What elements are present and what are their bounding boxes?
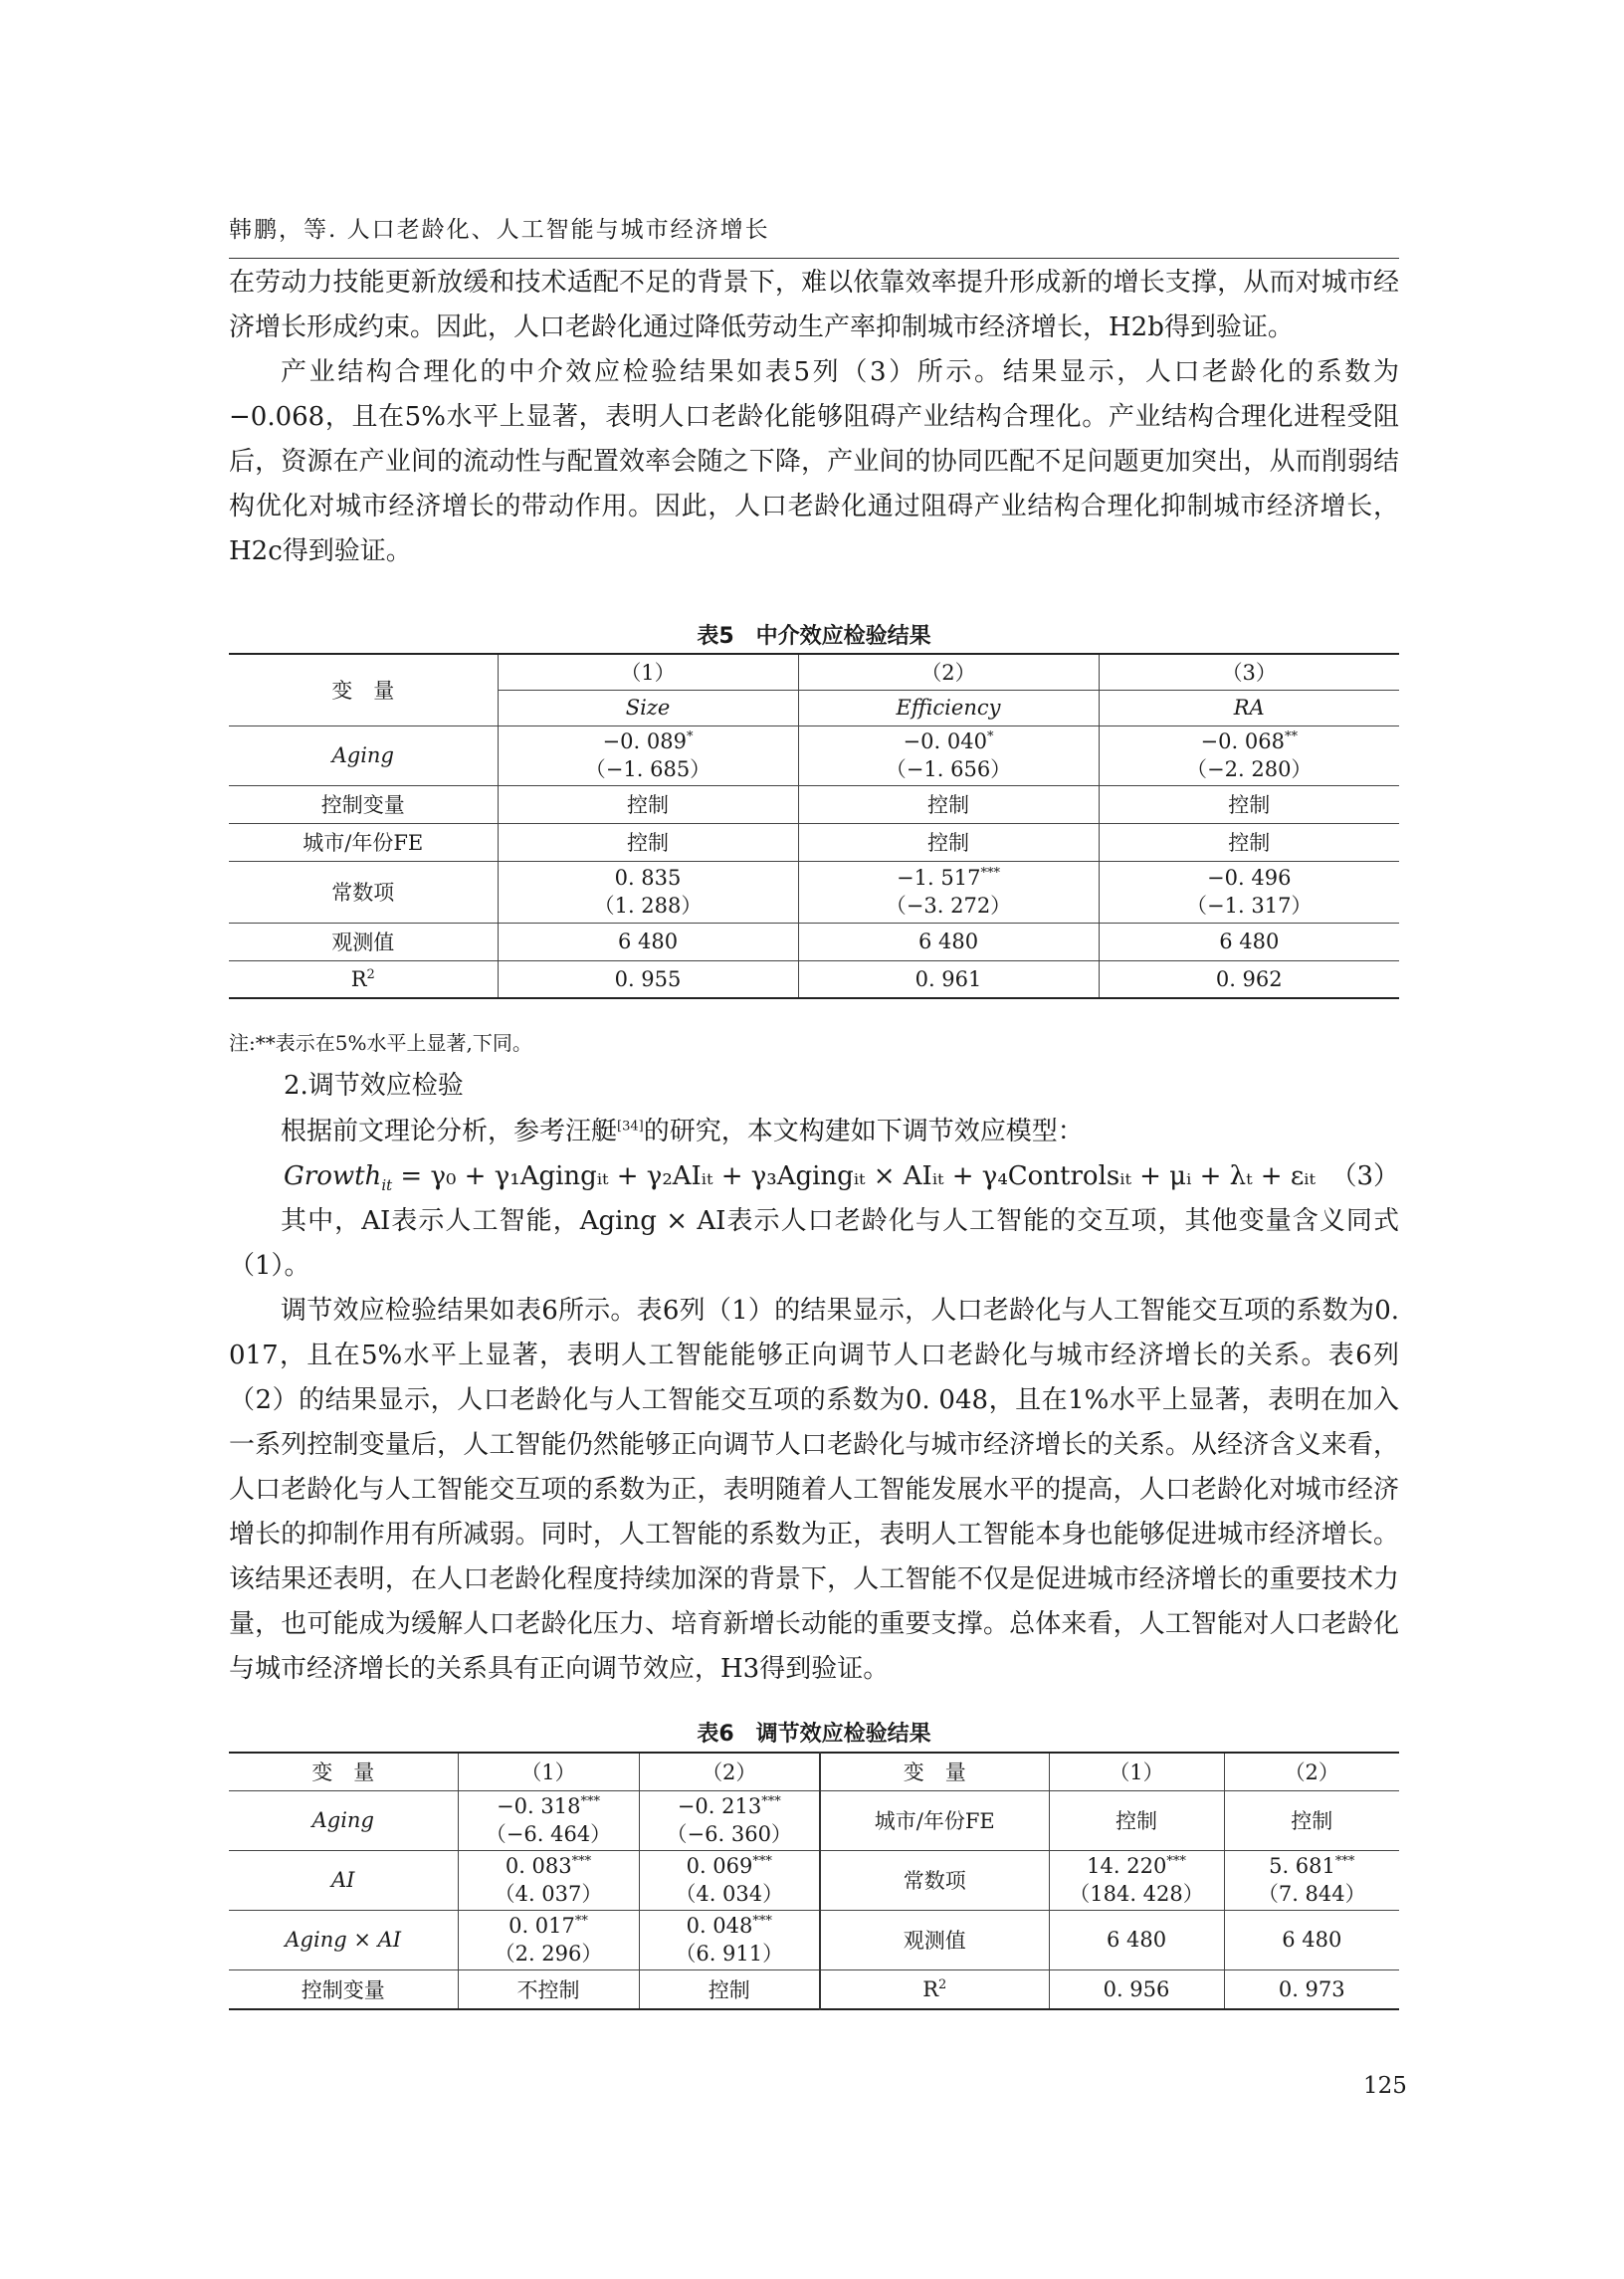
row-label: 常数项 bbox=[820, 1850, 1049, 1910]
table5-col-num: （3） bbox=[1099, 654, 1399, 690]
table6-var-header: 变 量 bbox=[820, 1753, 1049, 1790]
table6-col-num: （1） bbox=[458, 1753, 639, 1790]
table-cell: 控制 bbox=[798, 785, 1099, 823]
table-cell: 6 480 bbox=[1224, 1910, 1399, 1969]
table6-col-num: （2） bbox=[639, 1753, 820, 1790]
table6-col-num: （2） bbox=[1224, 1753, 1399, 1790]
equation-lhs: Growth bbox=[284, 1161, 382, 1191]
table-cell: −0. 318*** （−6. 464） bbox=[458, 1790, 639, 1850]
table5-col-var: Efficiency bbox=[798, 690, 1099, 725]
table-row bbox=[229, 960, 1399, 998]
table-cell: 控制 bbox=[1099, 823, 1399, 861]
row-label: 城市/年份FE bbox=[820, 1790, 1049, 1850]
table-cell: 0. 973 bbox=[1278, 1976, 1345, 2001]
table5 bbox=[229, 653, 1399, 999]
table-cell: 控制 bbox=[798, 823, 1099, 861]
table6-caption: 表6 调节效应检验结果 bbox=[697, 1722, 931, 1747]
row-label: 观测值 bbox=[229, 923, 498, 960]
table5-var-header: 变 量 bbox=[229, 654, 498, 725]
table5-col-var: Size bbox=[498, 690, 798, 725]
row-label: $R^2$ bbox=[820, 1969, 1049, 2009]
table-cell: 0. 962 bbox=[1215, 966, 1283, 991]
table-cell: 6 480 bbox=[798, 923, 1099, 960]
table-cell: 0. 048*** （6. 911） bbox=[639, 1910, 820, 1969]
table-row bbox=[229, 1910, 1399, 1969]
table-cell: 0. 835 （1. 288） bbox=[498, 861, 798, 923]
table-cell: −0. 496 （−1. 317） bbox=[1099, 861, 1399, 923]
table-cell: 控制 bbox=[1099, 785, 1399, 823]
row-label: Aging bbox=[229, 1790, 458, 1850]
table6 bbox=[229, 1752, 1399, 2010]
table-cell: 控制 bbox=[639, 1969, 820, 2009]
table5-col-num: （1） bbox=[498, 654, 798, 690]
paragraph: 产业结构合理化的中介效应检验结果如表5列（3）所示。结果显示，人口老龄化的系数为−0.068，且在5%水平上显著，表明人口老龄化能够阻碍产业结构合理化。产业结构合理化进程受阻后，资源在产业间的流动性与配置效率会随之下降，产业间的协同匹配不足问题更加突出，从而削弱结构优化对城市经济增长的带动作用。因此，人口老龄化通过阻碍产业结构合理化抑制城市经济增长，H2c得到验证。 bbox=[229, 357, 1399, 566]
table-row bbox=[229, 1850, 1399, 1910]
body-text-mid bbox=[229, 1199, 1399, 1692]
table-note: 注:**表示在5%水平上显著,下同。 bbox=[229, 1031, 532, 1055]
table-cell: 6 480 bbox=[1049, 1910, 1224, 1969]
table-row bbox=[229, 785, 1399, 823]
row-label: Aging × AI bbox=[229, 1910, 458, 1969]
row-label: AI bbox=[229, 1850, 458, 1910]
section-intro: 根据前文理论分析，参考汪艇[34]的研究，本文构建如下调节效应模型： bbox=[281, 1117, 1084, 1146]
page-number: 125 bbox=[1363, 2073, 1407, 2099]
row-label: $R^2$ bbox=[229, 960, 498, 998]
section-heading: 2.调节效应检验 bbox=[284, 1071, 464, 1101]
table6-col-num: （1） bbox=[1049, 1753, 1224, 1790]
paragraph: 调节效应检验结果如表6所示。表6列（1）的结果显示，人口老龄化与人工智能交互项的系数为0. 017，且在5%水平上显著，表明人工智能能够正向调节人口老龄化与城市经济增长的关系。表6列（2）的结果显示，人口老龄化与人工智能交互项的系数为0. 048，且在1%水平上显著，表明在加入一系列控制变量后，人工智能仍然能够正向调节人口老龄化与城市经济增长的关系。从经济含义来看，人口老龄化与人工智能交互项的系数为正，表明随着人工智能发展水平的提高，人口老龄化对城市经济增长的抑制作用有所减弱。同时，人工智能的系数为正，表明人工智能本身也能够促进城市经济增长。该结果还表明，在人口老龄化程度持续加深的背景下，人工智能不仅是促进城市经济增长的重要技术力量，也可能成为缓解人口老龄化压力、培育新增长动能的重要支撑。总体来看，人工智能对人口老龄化与城市经济增长的关系具有正向调节效应，H3得到验证。 bbox=[229, 1296, 1399, 1684]
table-cell: 0. 083*** （4. 037） bbox=[458, 1850, 639, 1910]
row-label: 观测值 bbox=[820, 1910, 1049, 1969]
table-cell: −0. 089* （−1. 685） bbox=[498, 725, 798, 785]
table-row bbox=[229, 1969, 1399, 2009]
table5-caption: 表5 中介效应检验结果 bbox=[697, 624, 931, 649]
row-label: Aging bbox=[229, 725, 498, 785]
table-row bbox=[229, 725, 1399, 785]
table-cell: 控制 bbox=[1049, 1790, 1224, 1850]
running-header: 韩鹏，等. 人口老龄化、人工智能与城市经济增长 bbox=[229, 211, 1399, 259]
equation-number: （3） bbox=[1330, 1161, 1399, 1191]
table5-col-num: （2） bbox=[798, 654, 1099, 690]
table-row bbox=[229, 823, 1399, 861]
table-cell: 控制 bbox=[1224, 1790, 1399, 1850]
row-label: 常数项 bbox=[229, 861, 498, 923]
table-cell: 5. 681*** （7. 844） bbox=[1224, 1850, 1399, 1910]
table-row bbox=[229, 861, 1399, 923]
table-cell: −0. 040* （−1. 656） bbox=[798, 725, 1099, 785]
table-cell: −1. 517*** （−3. 272） bbox=[798, 861, 1099, 923]
row-label: 控制变量 bbox=[229, 785, 498, 823]
table-cell: 6 480 bbox=[498, 923, 798, 960]
body-text-top bbox=[229, 261, 1399, 574]
table6-var-header: 变 量 bbox=[229, 1753, 458, 1790]
table-cell: 0. 955 bbox=[498, 960, 798, 998]
table-cell: 0. 961 bbox=[798, 960, 1099, 998]
row-label: 城市/年份FE bbox=[229, 823, 498, 861]
table-cell: −0. 068** （−2. 280） bbox=[1099, 725, 1399, 785]
table5-col-var: RA bbox=[1099, 690, 1399, 725]
paragraph: 在劳动力技能更新放缓和技术适配不足的背景下，难以依靠效率提升形成新的增长支撑，从而对城市经济增长形成约束。因此，人口老龄化通过降低劳动生产率抑制城市经济增长，H2b得到验证。 bbox=[229, 268, 1399, 342]
table-cell: 0. 017** （2. 296） bbox=[458, 1910, 639, 1969]
table-cell: 0. 069*** （4. 034） bbox=[639, 1850, 820, 1910]
equation-rhs: = γ₀ + γ₁Agingᵢₜ + γ₂AIᵢₜ + γ₃Agingᵢₜ × AIᵢₜ + γ₄Controlsᵢₜ + μᵢ + λₜ + εᵢₜ bbox=[400, 1161, 1316, 1191]
table-cell: 14. 220*** （184. 428） bbox=[1049, 1850, 1224, 1910]
table-row bbox=[229, 923, 1399, 960]
table-cell: 控制 bbox=[498, 823, 798, 861]
table-cell: −0. 213*** （−6. 360） bbox=[639, 1790, 820, 1850]
table-cell: 不控制 bbox=[458, 1969, 639, 2009]
table-row bbox=[229, 1790, 1399, 1850]
table-cell: 0. 956 bbox=[1049, 1969, 1224, 2009]
row-label: 控制变量 bbox=[229, 1969, 458, 2009]
paragraph: 其中，AI表示人工智能，Aging × AI表示人口老龄化与人工智能的交互项，其他变量含义同式（1）。 bbox=[229, 1206, 1399, 1281]
equation-3: Growth$_{it}$ = γ₀ + γ₁Agingᵢₜ + γ₂AIᵢₜ + γ₃Agingᵢₜ × AIᵢₜ + γ₄Controlsᵢₜ + μᵢ + λₜ + εᵢₜ （3） bbox=[284, 1154, 1399, 1199]
table-cell: 6 480 bbox=[1099, 923, 1399, 960]
table-cell: 控制 bbox=[498, 785, 798, 823]
